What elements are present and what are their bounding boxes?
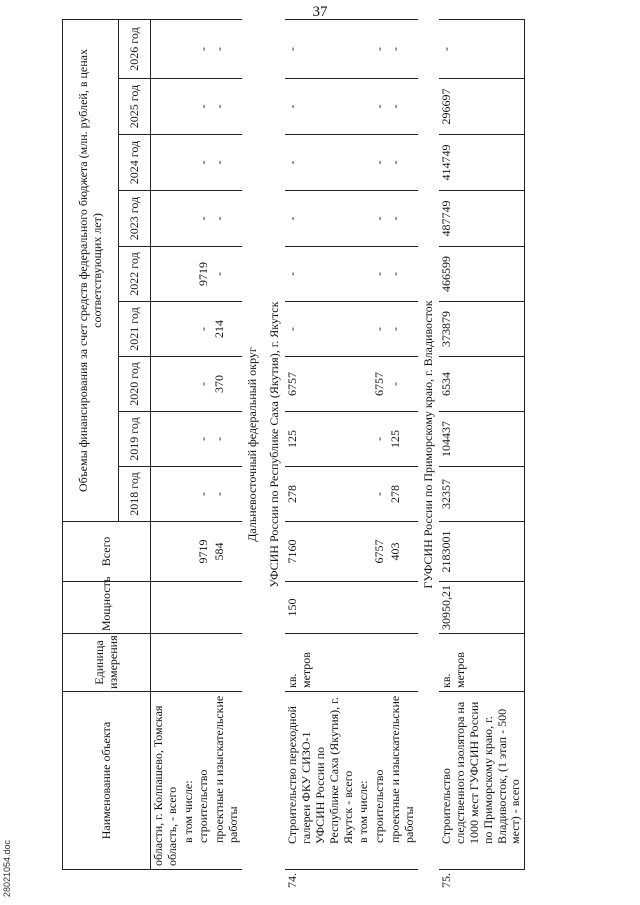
year-value-cell — [356, 247, 372, 302]
table-row — [181, 19, 197, 869]
object-name: Строительство следственного изолятора на 1000 мест ГУФСИН России по Приморскому краю, г. Владивосток, (1 этап - 500 мест) - всего — [439, 701, 523, 844]
year-value-cell — [181, 467, 197, 522]
year-value-cell: - — [196, 135, 212, 191]
rotated-table-container — [62, 20, 622, 888]
object-name: Строительство переходной галереи ФКУ СИЗО-1 УФСИН России по Республике Саха (Якутия), г. Якутск - всего — [285, 697, 355, 844]
table-row — [151, 19, 181, 869]
year-value-cell: - — [285, 79, 356, 135]
year-value-cell — [181, 357, 197, 412]
year-value-cell: - — [212, 79, 242, 135]
year-value-cell: - — [196, 19, 212, 78]
year-value-cell: 6534 — [439, 357, 524, 412]
year-value-cell — [181, 302, 197, 357]
capacity-cell: 150 — [285, 582, 356, 634]
year-value-cell — [181, 19, 197, 78]
table-row — [212, 19, 242, 869]
year-value-cell: - — [196, 412, 212, 467]
header-year: 2020 год — [119, 357, 151, 412]
year-value-cell — [356, 135, 372, 191]
total-cell: 403 — [388, 522, 418, 582]
year-value-cell: 32357 — [439, 467, 524, 522]
object-name-cell: строительство — [196, 692, 212, 870]
unit-cell — [196, 634, 212, 692]
total-cell — [181, 522, 197, 582]
capacity-cell — [388, 582, 418, 634]
total-cell — [151, 522, 181, 582]
year-value-cell: - — [372, 135, 388, 191]
object-name-cell: проектные и изыскательские работы — [388, 692, 418, 870]
table-row — [388, 19, 418, 869]
item-number: 74. — [285, 873, 300, 888]
year-value-cell — [181, 247, 197, 302]
year-value-cell — [181, 79, 197, 135]
header-year: 2018 год — [119, 467, 151, 522]
year-value-cell: - — [196, 302, 212, 357]
year-value-cell: - — [285, 247, 356, 302]
table-row — [439, 19, 524, 869]
year-value-cell: 125 — [285, 412, 356, 467]
object-name-cell: строительство — [372, 692, 388, 870]
header-year: 2023 год — [119, 191, 151, 247]
total-cell — [356, 522, 372, 582]
unit-cell — [356, 634, 372, 692]
year-value-cell: 373879 — [439, 302, 524, 357]
year-value-cell: - — [196, 79, 212, 135]
year-value-cell: - — [388, 135, 418, 191]
year-value-cell — [356, 302, 372, 357]
year-value-cell: 125 — [388, 412, 418, 467]
total-cell: 2183001 — [439, 522, 524, 582]
table-row — [356, 19, 372, 869]
capacity-cell — [151, 582, 181, 634]
capacity-cell — [372, 582, 388, 634]
header-year: 2021 год — [119, 302, 151, 357]
year-value-cell: - — [388, 302, 418, 357]
table-row — [372, 19, 388, 869]
header-year: 2024 год — [119, 135, 151, 191]
year-value-cell: - — [388, 191, 418, 247]
total-cell: 7160 — [285, 522, 356, 582]
header-capacity: Мощность — [63, 582, 151, 634]
unit-cell: кв. метров — [285, 634, 356, 692]
year-value-cell — [181, 135, 197, 191]
unit-cell: кв. метров — [439, 634, 524, 692]
year-value-cell: - — [212, 467, 242, 522]
header-name: Наименование объекта — [63, 692, 151, 870]
year-value-cell: - — [372, 302, 388, 357]
year-value-cell: 278 — [285, 467, 356, 522]
region-heading: ГУФСИН России по Приморскому краю, г. Владивосток — [420, 300, 435, 589]
year-value-cell — [151, 302, 181, 357]
year-value-cell: 9719 — [196, 247, 212, 302]
year-value-cell: - — [372, 79, 388, 135]
year-value-cell — [356, 191, 372, 247]
year-value-cell — [151, 79, 181, 135]
table-row — [264, 19, 286, 869]
year-value-cell: - — [372, 467, 388, 522]
year-value-cell — [151, 191, 181, 247]
table-row — [285, 19, 356, 869]
item-number: 75. — [439, 873, 454, 888]
year-value-cell: - — [388, 357, 418, 412]
total-cell: 584 — [212, 522, 242, 582]
header-funding: Объемы финансирования за счет средств федерального бюджета (млн. рублей, в ценах соответствующих лет) — [63, 19, 119, 521]
year-value-cell: 370 — [212, 357, 242, 412]
year-value-cell: - — [388, 247, 418, 302]
year-value-cell — [151, 357, 181, 412]
year-value-cell: - — [439, 19, 524, 78]
region-heading: УФСИН России по Республике Саха (Якутия), г. Якутск — [266, 301, 281, 588]
capacity-cell: 30950,21 — [439, 582, 524, 634]
year-value-cell — [151, 19, 181, 78]
year-value-cell — [356, 467, 372, 522]
total-cell: 9719 — [196, 522, 212, 582]
table-row — [242, 19, 264, 869]
unit-cell — [151, 634, 181, 692]
object-name-cell: в том числе: — [356, 692, 372, 870]
year-value-cell: - — [372, 19, 388, 78]
header-year: 2019 год — [119, 412, 151, 467]
year-value-cell: - — [388, 79, 418, 135]
year-value-cell: - — [212, 247, 242, 302]
object-name-cell — [439, 692, 524, 888]
page-number: 37 — [312, 4, 328, 20]
header-year: 2025 год — [119, 79, 151, 135]
year-value-cell: 278 — [388, 467, 418, 522]
capacity-cell — [356, 582, 372, 634]
year-value-cell: - — [285, 19, 356, 78]
object-name-cell: проектные и изыскательские работы — [212, 692, 242, 870]
unit-cell — [388, 634, 418, 692]
year-value-cell: - — [285, 135, 356, 191]
table-row — [196, 19, 212, 869]
year-value-cell: - — [285, 302, 356, 357]
year-value-cell — [356, 412, 372, 467]
unit-cell — [372, 634, 388, 692]
year-value-cell: - — [285, 191, 356, 247]
year-value-cell — [151, 247, 181, 302]
year-value-cell: 296697 — [439, 79, 524, 135]
year-value-cell: 487749 — [439, 191, 524, 247]
capacity-cell — [212, 582, 242, 634]
header-total: Всего — [63, 522, 151, 582]
unit-cell — [212, 634, 242, 692]
year-value-cell: - — [388, 19, 418, 78]
year-value-cell: - — [212, 191, 242, 247]
capacity-cell — [196, 582, 212, 634]
year-value-cell — [356, 79, 372, 135]
year-value-cell — [356, 357, 372, 412]
year-value-cell: - — [372, 412, 388, 467]
year-value-cell — [356, 19, 372, 78]
year-value-cell: 6757 — [372, 357, 388, 412]
object-name-cell: в том числе: — [181, 692, 197, 870]
year-value-cell: 466599 — [439, 247, 524, 302]
year-value-cell: - — [196, 191, 212, 247]
year-value-cell: 414749 — [439, 135, 524, 191]
header-year: 2022 год — [119, 247, 151, 302]
year-value-cell — [151, 412, 181, 467]
funding-table — [62, 19, 525, 888]
header-year: 2026 год — [119, 19, 151, 78]
year-value-cell — [181, 412, 197, 467]
year-value-cell: - — [212, 135, 242, 191]
year-value-cell — [151, 467, 181, 522]
object-name-cell — [285, 692, 356, 888]
capacity-cell — [181, 582, 197, 634]
footer-filename: 28021054.doc — [2, 839, 12, 897]
table-row — [418, 19, 440, 869]
year-value-cell: 6757 — [285, 357, 356, 412]
year-value-cell: - — [196, 467, 212, 522]
district-heading: Дальневосточный федеральный округ — [244, 347, 259, 542]
object-name-cell: области, г. Колпашево, Томская область, - всего — [151, 692, 181, 870]
year-value-cell: - — [212, 19, 242, 78]
year-value-cell — [181, 191, 197, 247]
total-cell: 6757 — [372, 522, 388, 582]
unit-cell — [181, 634, 197, 692]
year-value-cell: - — [372, 247, 388, 302]
year-value-cell: - — [212, 412, 242, 467]
year-value-cell: 214 — [212, 302, 242, 357]
year-value-cell: - — [196, 357, 212, 412]
header-unit: Единица измерения — [63, 634, 151, 692]
year-value-cell — [151, 135, 181, 191]
year-value-cell: - — [372, 191, 388, 247]
year-value-cell: 104437 — [439, 412, 524, 467]
